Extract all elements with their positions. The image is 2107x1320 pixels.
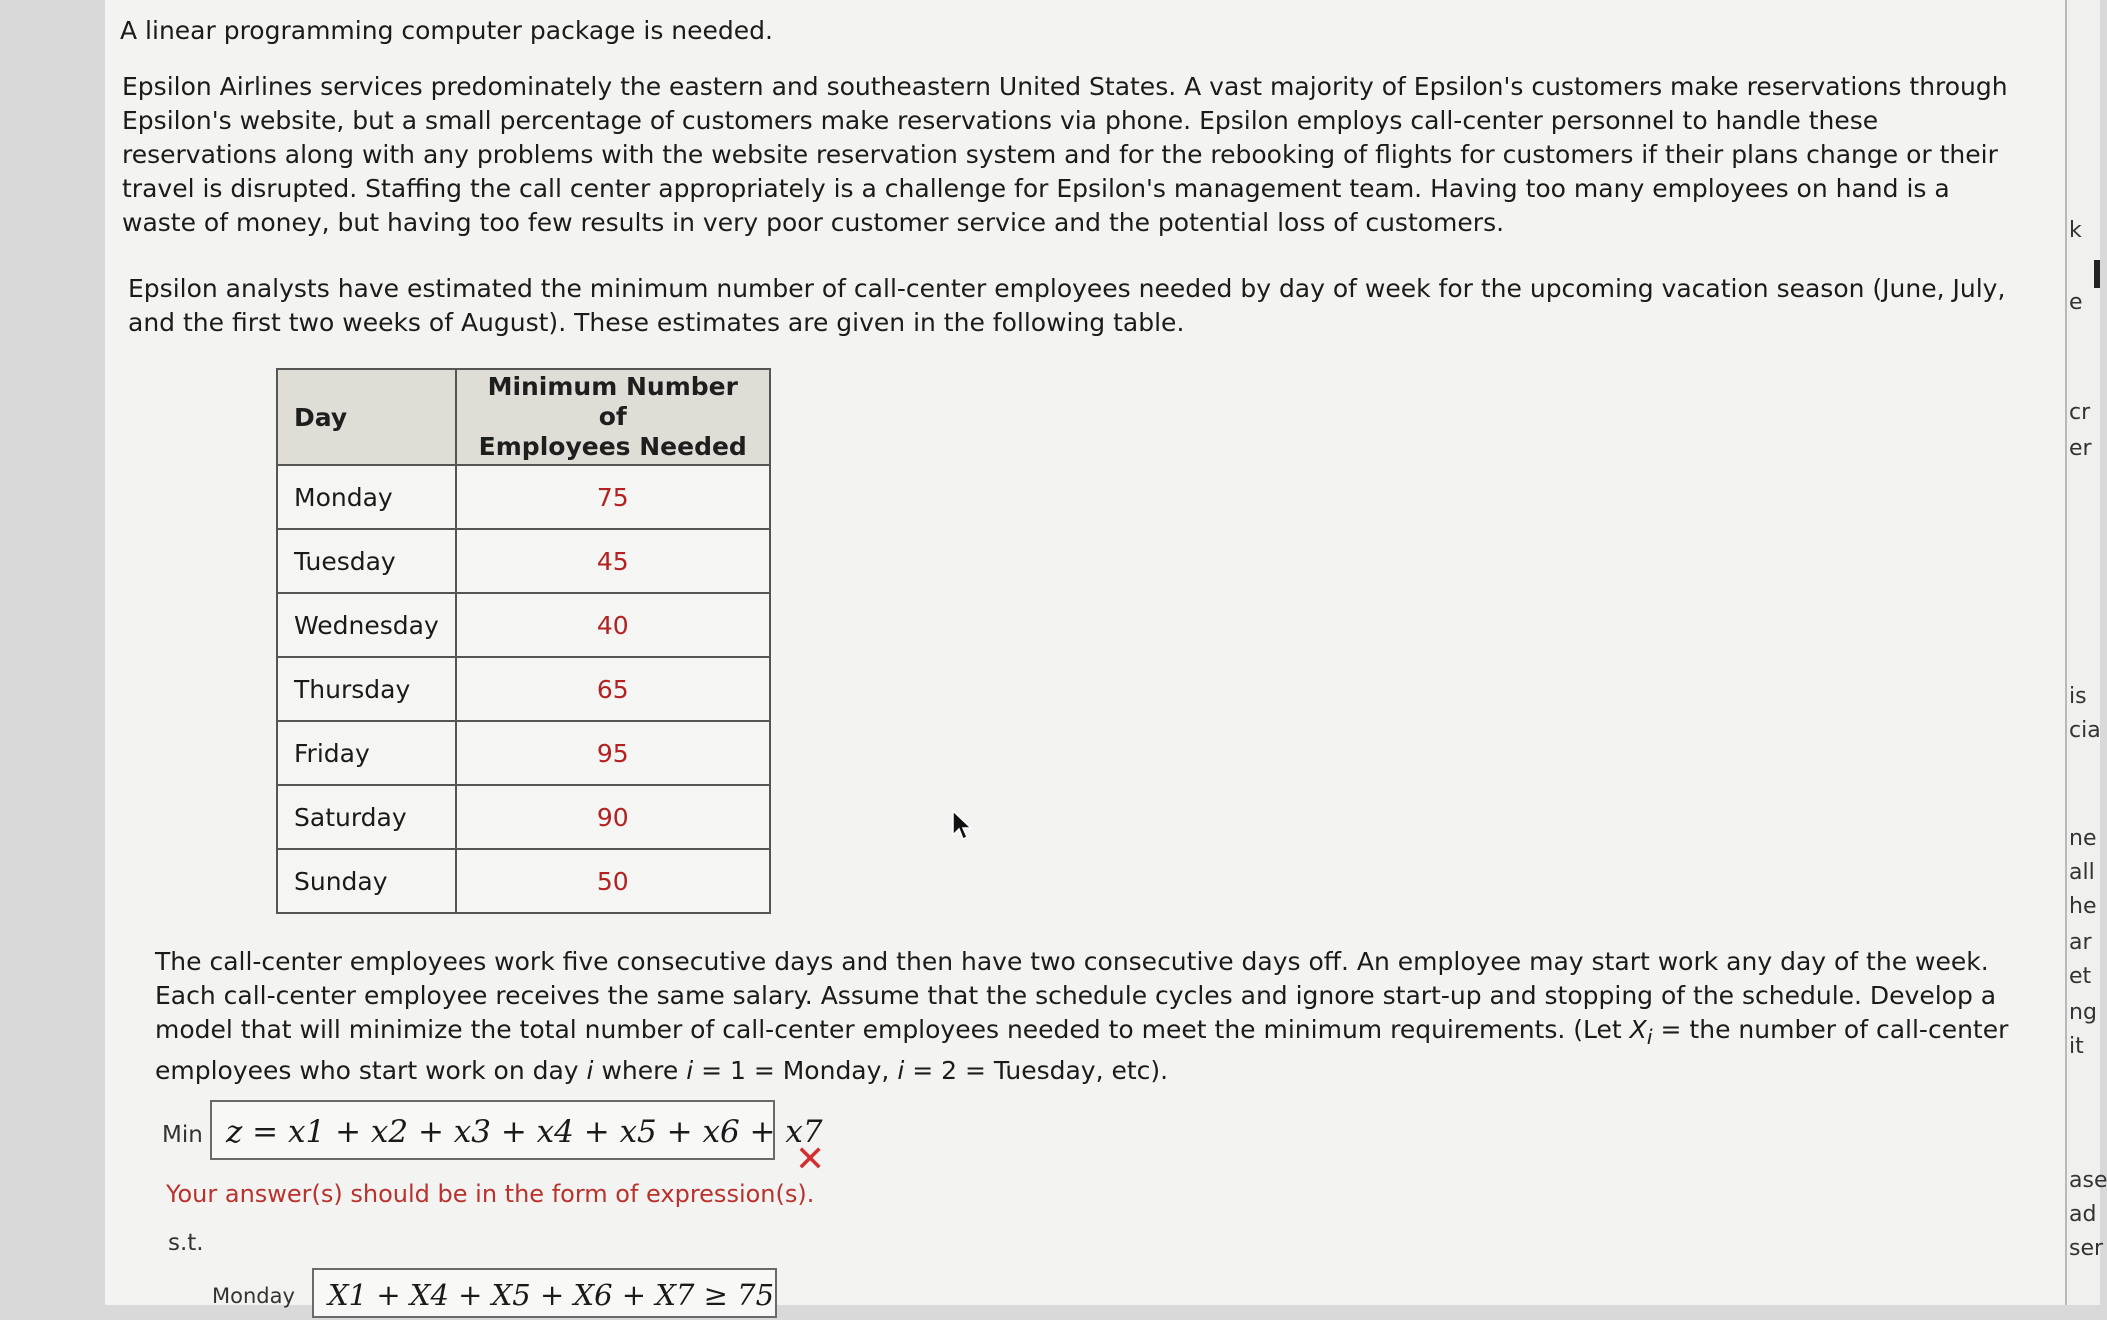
side-fragment: all xyxy=(2069,860,2095,885)
side-fragment: ser xyxy=(2069,1236,2104,1261)
table-row xyxy=(277,465,770,529)
side-fragment: e xyxy=(2069,290,2083,315)
monday-constraint-input[interactable]: X1 + X4 + X5 + X6 + X7 ≥ 75 xyxy=(312,1268,777,1318)
side-fragment: ne xyxy=(2069,826,2097,851)
para3-index-2: i xyxy=(686,1056,694,1085)
day-cell: Thursday xyxy=(277,657,456,721)
adjacent-window-edge xyxy=(2067,0,2107,1305)
error-message: Your answer(s) should be in the form of expression(s). xyxy=(166,1180,815,1208)
day-cell: Monday xyxy=(277,465,456,529)
value-cell: 45 xyxy=(456,529,770,593)
problem-paragraph-3 xyxy=(155,945,2035,1088)
mouse-cursor-icon xyxy=(952,810,974,842)
value-cell: 90 xyxy=(456,785,770,849)
problem-paragraph-1: Epsilon Airlines services predominately the eastern and southeastern United States. A vast majority of Epsilon's customers make reservations through Epsilon's website, but a small percentage of customers make reservations via phone. Epsilon employs call-center personnel to handle these reservations along with any problems with the website reservation system and for the rebooking of flights for customers if their plans change or their travel is disrupted. Staffing the call center appropriately is a challenge for Epsilon's management team. Having too many employees on hand is a waste of money, but having too few results in very poor customer service and the potential loss of customers. xyxy=(122,72,2008,237)
header-min-line1: Minimum Number of xyxy=(487,372,738,431)
value-cell: 75 xyxy=(456,465,770,529)
value-cell: 50 xyxy=(456,849,770,913)
day-cell: Saturday xyxy=(277,785,456,849)
table-row xyxy=(277,785,770,849)
side-fragment: cia xyxy=(2069,718,2101,743)
para3-text-4: = 1 = Monday, xyxy=(693,1056,898,1085)
para3-text-5: = 2 = Tuesday, etc). xyxy=(904,1056,1169,1085)
table-header-row xyxy=(277,369,770,465)
para3-text-3: where xyxy=(593,1056,687,1085)
para3-variable: X xyxy=(1629,1015,1647,1044)
side-fragment: he xyxy=(2069,894,2097,919)
day-cell: Wednesday xyxy=(277,593,456,657)
day-cell: Sunday xyxy=(277,849,456,913)
para3-index-1: i xyxy=(586,1056,594,1085)
header-min-employees xyxy=(456,369,770,465)
table-row xyxy=(277,593,770,657)
side-fragment: ng xyxy=(2069,1000,2097,1025)
table-row xyxy=(277,849,770,913)
x-mark-icon: ✕ xyxy=(795,1139,826,1180)
employee-requirements-table xyxy=(276,368,771,914)
side-fragment: er xyxy=(2069,436,2092,461)
problem-paragraph-2: Epsilon analysts have estimated the minimum number of call-center employees needed by day of week for the upcoming vacation season (June, July, and the first two weeks of August). These estimates are given in the following table. xyxy=(128,274,2006,337)
side-fragment: is xyxy=(2069,684,2087,709)
side-bar xyxy=(2094,260,2100,288)
value-cell: 95 xyxy=(456,721,770,785)
side-fragment: ase xyxy=(2069,1168,2107,1193)
side-fragment: ar xyxy=(2069,930,2092,955)
side-fragment: et xyxy=(2069,964,2092,989)
table-row xyxy=(277,529,770,593)
min-label: Min xyxy=(162,1122,203,1148)
side-fragment: it xyxy=(2069,1034,2084,1059)
subject-to-label: s.t. xyxy=(168,1230,204,1256)
side-fragment: k xyxy=(2069,218,2082,243)
side-fragment: ad xyxy=(2069,1202,2097,1227)
monday-constraint-label: Monday xyxy=(212,1284,295,1308)
header-day: Day xyxy=(277,369,456,465)
side-fragment: cr xyxy=(2069,400,2091,425)
objective-input[interactable]: z = x1 + x2 + x3 + x4 + x5 + x6 + x7 xyxy=(210,1100,775,1160)
table-row xyxy=(277,657,770,721)
para3-subscript: i xyxy=(1646,1025,1653,1049)
para3-index-3: i xyxy=(897,1056,905,1085)
day-cell: Friday xyxy=(277,721,456,785)
value-cell: 65 xyxy=(456,657,770,721)
table-row xyxy=(277,721,770,785)
header-min-line2: Employees Needed xyxy=(478,432,747,461)
para3-text-2: = the number of call-center employees who start work on day xyxy=(155,1015,2009,1085)
day-cell: Tuesday xyxy=(277,529,456,593)
problem-intro: A linear programming computer package is needed. xyxy=(120,16,773,45)
value-cell: 40 xyxy=(456,593,770,657)
para3-text-1: The call-center employees work five consecutive days and then have two consecutive days off. An employee may start work any day of the week. Each call-center employee receives the same salary. Assume that the schedule cycles and ignore start-up and stopping of the schedule. Develop a model that will minimize the total number of call-center employees needed to meet the minimum requirements. (Let xyxy=(155,947,1997,1044)
